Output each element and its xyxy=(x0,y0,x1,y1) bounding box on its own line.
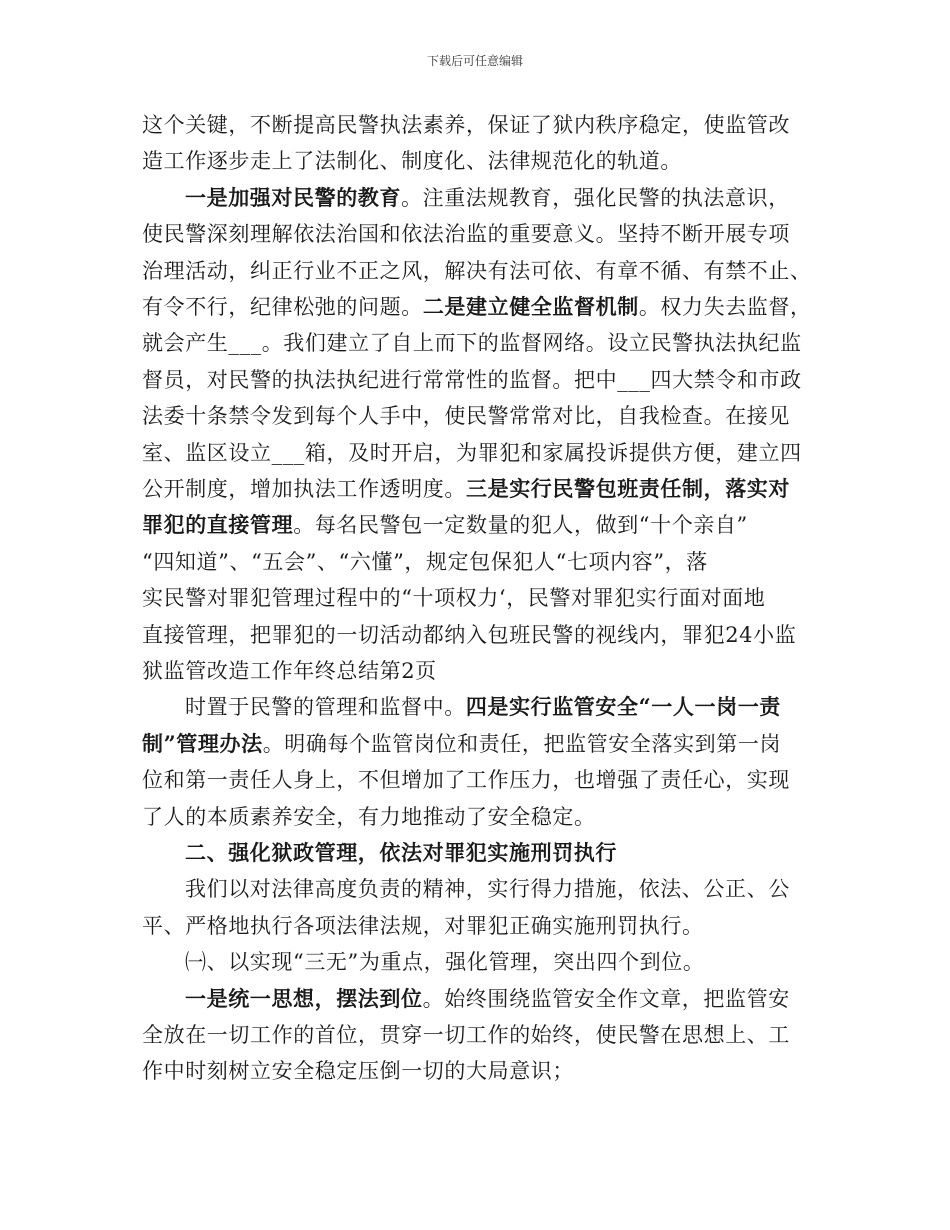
text-run: 位和第一责任人身上，不但增加了工作压力，也增强了责任心，实现 xyxy=(142,768,790,793)
bold-phrase: 制”管理办法 xyxy=(142,730,263,756)
text-run: 造工作逐步走上了法制化、制度化、法律规范化的轨道。 xyxy=(142,149,682,174)
text-run: 我们以对法律高度负责的精神，实行得力措施，依法、公正、公 xyxy=(185,877,790,902)
text-line xyxy=(142,294,812,320)
bold-phrase: 三是实行民警包班责任制，落实对 xyxy=(466,476,790,501)
text-run: 室、监区设立___箱，及时开启，为罪犯和家属投诉提供方便，建立四 xyxy=(142,440,802,465)
text-run: 时置于民警的管理和监督中。 xyxy=(185,695,466,720)
text-line xyxy=(185,949,704,975)
text-run: 作中时刻树立安全稳定压倒一切的大局意识； xyxy=(142,1059,574,1084)
text-line xyxy=(142,221,790,247)
text-run: 。注重法规教育，强化民警的执法意识， xyxy=(401,185,790,210)
text-run: 就会产生___。我们建立了自上而下的监督网络。设立民警执法执纪监 xyxy=(142,331,802,356)
text-line xyxy=(185,876,790,902)
text-run: ㈠、以实现“三无”为重点，强化管理，突出四个到位。 xyxy=(185,950,705,975)
text-run: 使民警深刻理解依法治国和依法治监的重要意义。坚持不断开展专项 xyxy=(142,222,790,247)
text-run: 。每名民警包一定数量的犯人，做到“十个亲自” xyxy=(293,513,748,538)
text-run: 全放在一切工作的首位，贯穿一切工作的始终，使民警在思想上、工 xyxy=(142,1023,790,1047)
text-line xyxy=(142,658,437,684)
text-line xyxy=(142,731,781,757)
text-line xyxy=(142,330,802,356)
text-line xyxy=(185,986,790,1012)
text-line xyxy=(185,185,790,211)
page-header: 下载后可任意编辑 xyxy=(426,54,523,68)
text-line xyxy=(142,1022,790,1048)
text-line xyxy=(142,258,812,284)
text-line xyxy=(142,403,790,429)
text-line xyxy=(185,840,617,866)
text-run: 。明确每个监管岗位和责任，把监管安全落实到第一岗 xyxy=(262,731,782,756)
text-line xyxy=(142,804,596,830)
text-line xyxy=(142,767,790,793)
text-line xyxy=(142,148,682,174)
text-run: 实民警对罪犯管理过程中的“十项权力‘，民警对罪犯实行面对面地 xyxy=(142,586,766,611)
text-run: 平、严格地执行各项法律法规，对罪犯正确实施刑罚执行。 xyxy=(142,913,704,938)
text-line xyxy=(142,367,802,393)
text-line xyxy=(142,476,790,502)
bold-phrase: 二是建立健全监督机制 xyxy=(422,294,639,319)
text-run: 直接管理，把罪犯的一切活动都纳入包班民警的视线内，罪犯24小监 xyxy=(142,622,797,647)
text-line xyxy=(142,549,708,575)
text-run: “四知道”、“五会”、“六懂”，规定包保犯人“七项内容”，落 xyxy=(142,549,708,574)
text-run: 公开制度，增加执法工作透明度。 xyxy=(142,477,466,501)
text-line xyxy=(142,913,704,939)
text-line xyxy=(185,694,781,720)
bold-phrase: 一是统一思想，摆法到位 xyxy=(185,985,423,1011)
bold-phrase: 二、强化狱政管理，依法对罪犯实施刑罚执行 xyxy=(185,840,617,865)
text-line xyxy=(142,440,802,466)
text-run: 了人的本质素养安全，有力地推动了安全稳定。 xyxy=(142,804,596,829)
text-run: 。权力失去监督， xyxy=(638,295,812,319)
text-run: 督员，对民警的执法执纪进行常常性的监督。把中___四大禁令和市政 xyxy=(142,367,802,392)
text-run: 治理活动，纠正行业不正之风，解决有法可依、有章不循、有禁不止、 xyxy=(142,258,812,283)
text-run: 狱监管改造工作年终总结第2页 xyxy=(142,659,437,683)
bold-phrase: 一是加强对民警的教育 xyxy=(185,184,401,210)
text-line xyxy=(142,512,748,538)
text-run: 法委十条禁令发到每个人手中，使民警常常对比，自我检查。在接见 xyxy=(142,404,790,429)
text-line xyxy=(142,585,765,611)
text-line xyxy=(142,112,790,138)
text-run: 这个关键，不断提高民警执法素养，保证了狱内秩序稳定，使监管改 xyxy=(142,113,790,137)
text-line xyxy=(142,622,796,648)
text-line xyxy=(142,1058,574,1084)
text-run: 。始终围绕监管安全作文章，把监管安 xyxy=(422,986,790,1011)
bold-phrase: 四是实行监管安全“一人一岗一责 xyxy=(465,694,781,720)
bold-phrase: 罪犯的直接管理 xyxy=(142,512,294,538)
text-run: 有令不行，纪律松弛的问题。 xyxy=(142,295,423,319)
